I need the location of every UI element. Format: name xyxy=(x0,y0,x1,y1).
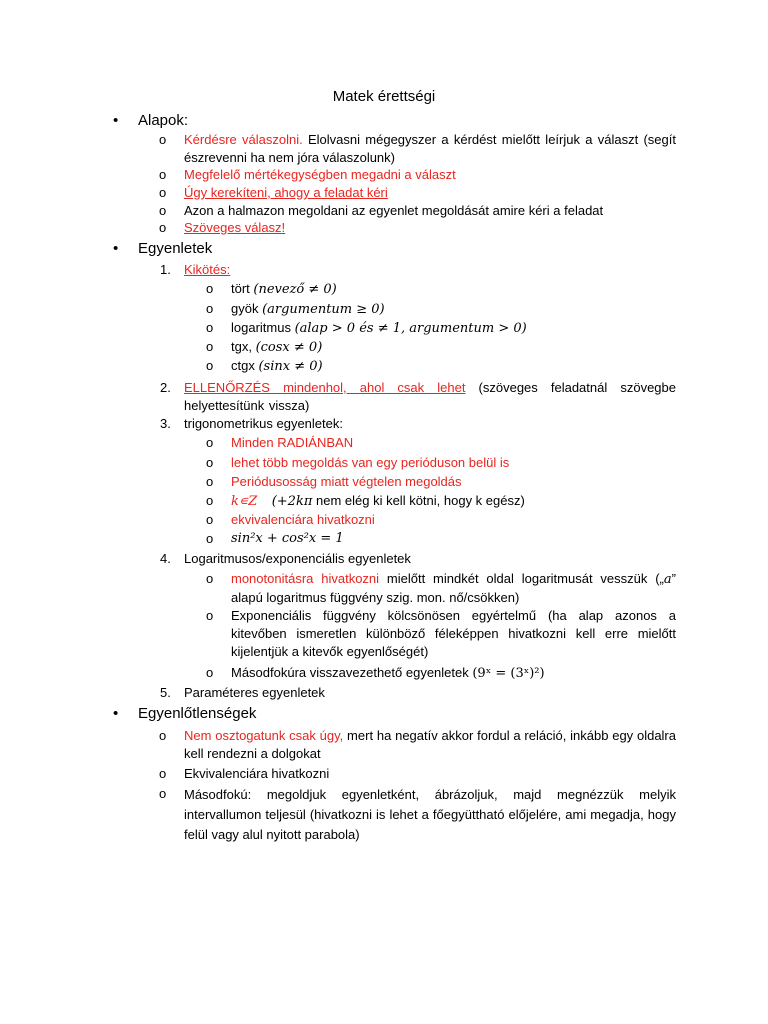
item-text: Kikötés: xyxy=(184,262,231,277)
item-text: logaritmus (alap > 0 és ≠ 1, argumentum > 0) xyxy=(231,320,527,336)
item-text: Paraméteres egyenletek xyxy=(184,685,325,700)
sub-bullet-icon: o xyxy=(206,665,214,680)
item-text: monotonitásra hivatkozni mielőtt mindkét oldal logaritmusát vesszük („a” alapú logaritmus függvény szig. mon. nő/csökken) xyxy=(231,571,676,605)
sub-bullet-icon: o xyxy=(206,358,214,373)
item-number: 3. xyxy=(160,416,171,431)
sub-bullet-icon: o xyxy=(159,167,167,182)
item-text: trigonometrikus egyenletek: xyxy=(184,416,343,431)
sub-bullet-icon: o xyxy=(206,435,214,450)
sub-bullet-icon: o xyxy=(159,766,167,781)
sub-bullet-icon: o xyxy=(206,301,214,316)
item-text: lehet több megoldás van egy perióduson belül is xyxy=(231,455,510,470)
item-text: tgx, (cosx ≠ 0) xyxy=(231,339,323,355)
item-number: 5. xyxy=(160,685,171,700)
sub-bullet-icon: o xyxy=(206,571,214,586)
item-text: ekvivalenciára hivatkozni xyxy=(231,512,375,527)
item-text: Nem osztogatunk csak úgy, mert ha negatív akkor fordul a reláció, inkább egy oldalra kell rendezni a dolgokat xyxy=(184,728,676,761)
bullet-icon: • xyxy=(113,240,119,257)
item-number: 1. xyxy=(160,262,171,277)
item-text: Szöveges válasz! xyxy=(184,220,286,235)
section-heading: Egyenletek xyxy=(138,240,213,257)
sub-bullet-icon: o xyxy=(206,320,214,335)
item-text: tört (nevező ≠ 0) xyxy=(231,281,337,297)
item-text: Minden RADIÁNBAN xyxy=(231,435,354,450)
item-number: 4. xyxy=(160,551,171,566)
sub-bullet-icon: o xyxy=(206,455,214,470)
item-text: Megfelelő mértékegységben megadni a választ xyxy=(184,167,456,182)
item-text: ELLENŐRZÉS mindenhol, ahol csak lehet (szöveges feladatnál szövegbe helyettesítünk vissza) xyxy=(184,380,676,413)
item-text: Kérdésre válaszolni. Elolvasni mégegyszer a kérdést mielőtt leírjuk a választ (segít észrevenni ha nem jóra válaszolunk) xyxy=(184,132,676,165)
item-text: Periódusosság miatt végtelen megoldás xyxy=(231,474,462,489)
sub-bullet-icon: o xyxy=(206,474,214,489)
item-text: Logaritmusos/exponenciális egyenletek xyxy=(184,551,411,566)
item-text: Azon a halmazon megoldani az egyenlet megoldását amire kéri a feladat xyxy=(184,203,604,218)
sub-bullet-icon: o xyxy=(206,608,214,623)
section-heading: Egyenlőtlenségek xyxy=(138,705,257,722)
sub-bullet-icon: o xyxy=(159,185,167,200)
sub-bullet-icon: o xyxy=(206,512,214,527)
section-heading: Alapok: xyxy=(138,112,189,129)
sub-bullet-icon: o xyxy=(159,728,167,743)
sub-bullet-icon: o xyxy=(159,220,167,235)
sub-bullet-icon: o xyxy=(159,203,167,218)
item-text: Úgy kerekíteni, ahogy a feladat kéri xyxy=(184,185,388,200)
item-text: Exponenciális függvény kölcsönösen egyértelmű (ha alap azonos a kitevőben ismeretlen különböző féleképpen hivatkozni kell erre mielőtt kijelentjük a kitevők egyenlőségét) xyxy=(231,608,676,659)
sub-bullet-icon: o xyxy=(159,132,167,147)
item-text: Ekvivalenciára hivatkozni xyxy=(184,766,330,781)
sub-bullet-icon: o xyxy=(206,339,214,354)
item-number: 2. xyxy=(160,380,171,395)
item-text: gyök (argumentum ≥ 0) xyxy=(231,301,385,317)
sub-bullet-icon: o xyxy=(159,786,167,801)
sub-bullet-icon: o xyxy=(206,493,214,508)
bullet-icon: • xyxy=(113,705,119,722)
document-title: Matek érettségi xyxy=(332,88,436,105)
sub-bullet-icon: o xyxy=(206,281,214,296)
item-text: Másodfokú: megoldjuk egyenletként, ábrázoljuk, majd megnézzük melyik intervallumon teljesül (hivatkozni is lehet a főegyüttható előjelére, ami megadja, hogy felül vagy alul nyitott parabola) xyxy=(184,787,676,842)
item-text: Másodfokúra visszavezethető egyenletek (9ˣ = (3ˣ)²) xyxy=(231,665,545,681)
item-text: k∊Z (+2kπ nem elég ki kell kötni, hogy k egész) xyxy=(231,493,525,509)
item-text: sin²x + cos²x = 1 xyxy=(231,531,344,546)
bullet-icon: • xyxy=(113,112,119,129)
item-text: ctgx (sinx ≠ 0) xyxy=(231,358,323,374)
sub-bullet-icon: o xyxy=(206,531,214,546)
